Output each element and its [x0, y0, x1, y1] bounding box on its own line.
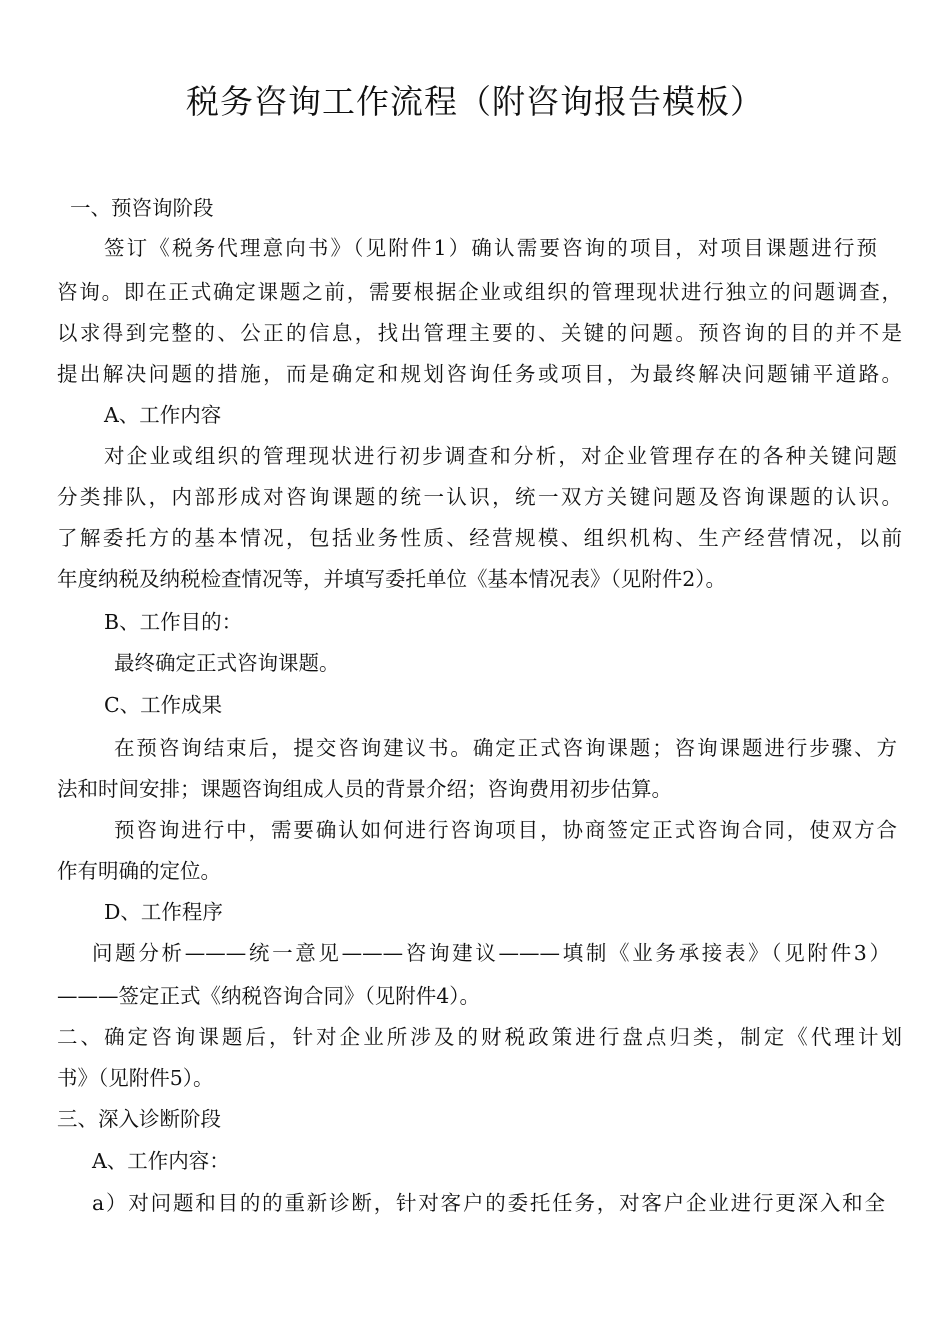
subheading-work-result: C、工作成果	[104, 693, 223, 717]
subheading-work-purpose: B、工作目的：	[104, 610, 243, 634]
paragraph-line: 书》（见附件5）。	[57, 1066, 214, 1090]
paragraph-line: 最终确定正式咨询课题。	[114, 651, 340, 675]
section-heading-pre-consulting: 一、预咨询阶段	[70, 196, 214, 220]
subheading-work-content: A、工作内容：	[92, 1149, 230, 1173]
paragraph-line: 了解委托方的基本情况，包括业务性质、经营规模、组织机构、生产经营情况，以前	[57, 526, 902, 550]
document-title: 税务咨询工作流程（附咨询报告模板）	[186, 82, 764, 121]
paragraph-line: 对企业或组织的管理现状进行初步调查和分析，对企业管理存在的各种关键问题	[104, 444, 897, 468]
subheading-work-content: A、工作内容	[104, 403, 222, 427]
subheading-work-procedure: D、工作程序	[104, 900, 223, 924]
paragraph-line: 作有明确的定位。	[57, 859, 221, 883]
paragraph-line: 预咨询进行中，需要确认如何进行咨询项目，协商签定正式咨询合同，使双方合	[114, 818, 897, 842]
paragraph-line: 提出解决问题的措施，而是确定和规划咨询任务或项目，为最终解决问题铺平道路。	[57, 362, 902, 386]
paragraph-line: 咨询。即在正式确定课题之前，需要根据企业或组织的管理现状进行独立的问题调查，	[57, 280, 902, 304]
section-heading-confirm-topic: 二、确定咨询课题后，针对企业所涉及的财税政策进行盘点归类，制定《代理计划	[57, 1025, 902, 1049]
paragraph-line: 分类排队，内部形成对咨询课题的统一认识，统一双方关键问题及咨询课题的认识。	[57, 485, 902, 509]
paragraph-line: 在预咨询结束后，提交咨询建议书。确定正式咨询课题；咨询课题进行步骤、方	[114, 736, 897, 760]
paragraph-line: 年度纳税及纳税检查情况等，并填写委托单位《基本情况表》（见附件2）。	[57, 567, 727, 591]
paragraph-line: ———签定正式《纳税咨询合同》（见附件4）。	[57, 984, 481, 1008]
paragraph-line: 法和时间安排；课题咨询组成人员的背景介绍；咨询费用初步估算。	[57, 777, 672, 801]
paragraph-line: 问题分析———统一意见———咨询建议———填制《业务承接表》（见附件3）	[92, 941, 890, 965]
paragraph-line: 以求得到完整的、公正的信息，找出管理主要的、关键的问题。预咨询的目的并不是	[57, 321, 902, 345]
section-heading-diagnosis: 三、深入诊断阶段	[57, 1107, 221, 1131]
paragraph-line: 签订《税务代理意向书》（见附件1）确认需要咨询的项目，对项目课题进行预	[104, 236, 877, 260]
paragraph-line: a）对问题和目的的重新诊断，针对客户的委托任务，对客户企业进行更深入和全	[92, 1191, 885, 1215]
